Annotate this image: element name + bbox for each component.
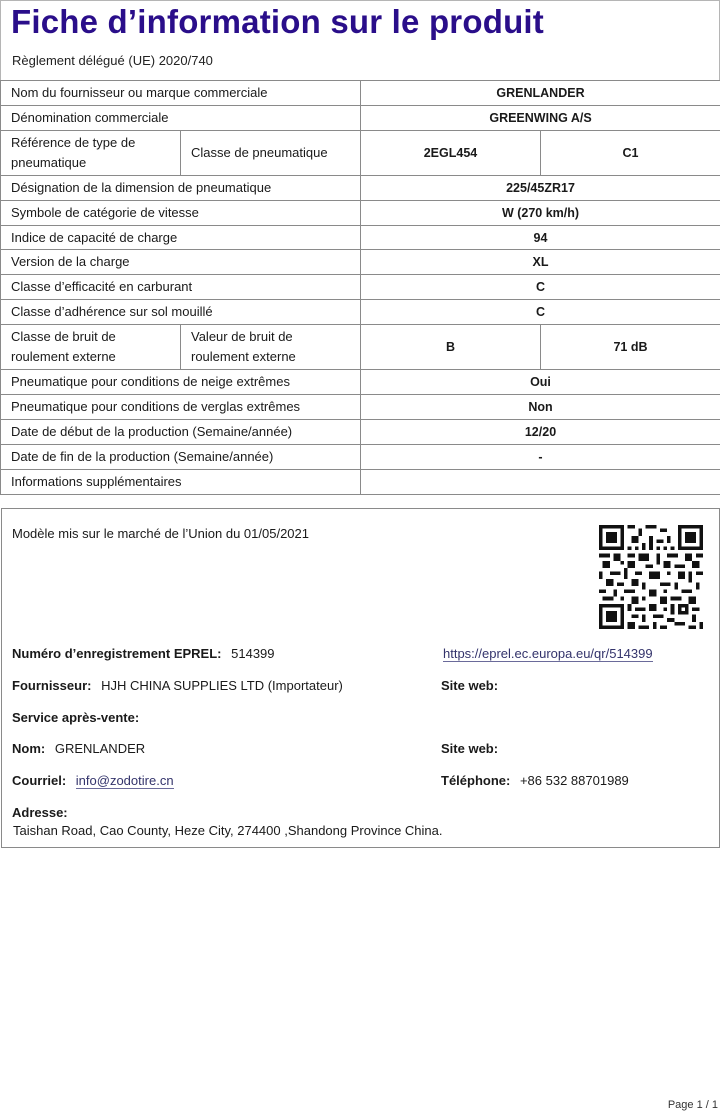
service-website-label: Site web:: [441, 741, 499, 756]
name-label: Nom:: [12, 741, 46, 756]
email-label: Courriel:: [12, 773, 67, 788]
noise-value: 71 dB: [541, 325, 720, 370]
eprel-number: 514399: [231, 646, 275, 661]
regulation-subtitle: Règlement délégué (UE) 2020/740: [12, 53, 213, 68]
page-title: Fiche d’information sur le produit: [11, 3, 544, 40]
table-row: [1, 81, 720, 106]
trade-name-value: GREENWING A/S: [361, 105, 720, 130]
snow-value: Oui: [361, 370, 720, 395]
size-value: 225/45ZR17: [361, 175, 720, 200]
eprel-label: Numéro d’enregistrement EPREL:: [12, 646, 222, 661]
table-row: [1, 275, 720, 300]
market-info-box: [1, 508, 720, 848]
wet-grip-label: Classe d’adhérence sur sol mouillé: [1, 300, 361, 325]
table-row: [1, 325, 720, 370]
phone-row: [441, 773, 629, 788]
prod-start-value: 12/20: [361, 419, 720, 444]
name-value: GRENLANDER: [54, 741, 146, 756]
size-label: Désignation de la dimension de pneumatique: [1, 175, 361, 200]
speed-label: Symbole de catégorie de vitesse: [1, 200, 361, 225]
table-row: [1, 225, 720, 250]
address-label: Adresse:: [12, 805, 68, 820]
extra-info-label: Informations supplémentaires: [1, 469, 361, 494]
market-date-text: Modèle mis sur le marché de l’Union du 01/05/2021: [12, 526, 310, 541]
load-version-label: Version de la charge: [1, 250, 361, 275]
ice-label: Pneumatique pour conditions de verglas extrêmes: [1, 395, 361, 420]
noise-value-label: Valeur de bruit de roulement externe: [181, 325, 361, 370]
phone-value: +86 532 88701989: [519, 773, 629, 788]
supplier-info-label: Fournisseur:: [12, 678, 92, 693]
load-index-value: 94: [361, 225, 720, 250]
type-ref-label: Référence de type de pneumatique: [1, 130, 181, 175]
table-row: [1, 200, 720, 225]
after-sales-label: Service après-vente:: [12, 710, 140, 725]
tyre-class-value: C1: [541, 130, 720, 175]
table-row: [1, 370, 720, 395]
table-row: [1, 300, 720, 325]
email-row: [12, 773, 174, 788]
product-spec-table: [0, 80, 720, 495]
table-row: [1, 469, 720, 494]
supplier-website-label: Site web:: [441, 678, 499, 693]
supplier-value: GRENLANDER: [361, 81, 720, 106]
supplier-row: [12, 678, 343, 693]
phone-label: Téléphone:: [441, 773, 511, 788]
trade-name-label: Dénomination commerciale: [1, 105, 361, 130]
load-index-label: Indice de capacité de charge: [1, 225, 361, 250]
ice-value: Non: [361, 395, 720, 420]
prod-end-value: -: [361, 444, 720, 469]
table-row: [1, 175, 720, 200]
fuel-class-label: Classe d’efficacité en carburant: [1, 275, 361, 300]
table-row: [1, 444, 720, 469]
table-row: [1, 419, 720, 444]
fuel-class-value: C: [361, 275, 720, 300]
table-row: [1, 105, 720, 130]
snow-label: Pneumatique pour conditions de neige extrêmes: [1, 370, 361, 395]
load-version-value: XL: [361, 250, 720, 275]
page-number: Page 1 / 1: [667, 1099, 718, 1111]
tyre-class-label: Classe de pneumatique: [181, 130, 361, 175]
supplier-info-value: HJH CHINA SUPPLIES LTD (Importateur): [101, 678, 343, 693]
table-row: [1, 250, 720, 275]
document-header: [0, 0, 720, 80]
noise-class-label: Classe de bruit de roulement externe: [1, 325, 181, 370]
noise-class-value: B: [361, 325, 541, 370]
address-value: Taishan Road, Cao County, Heze City, 274400 ,Shandong Province China.: [13, 823, 443, 838]
table-row: [1, 130, 720, 175]
qr-code-icon[interactable]: [599, 525, 703, 629]
eprel-link[interactable]: https://eprel.ec.europa.eu/qr/514399: [443, 646, 653, 661]
prod-end-label: Date de fin de la production (Semaine/année): [1, 444, 361, 469]
type-ref-value: 2EGL454: [361, 130, 541, 175]
extra-info-value: [361, 469, 720, 494]
supplier-label: Nom du fournisseur ou marque commerciale: [1, 81, 361, 106]
table-row: [1, 395, 720, 420]
prod-start-label: Date de début de la production (Semaine/année): [1, 419, 361, 444]
wet-grip-value: C: [361, 300, 720, 325]
name-row: [12, 741, 145, 756]
speed-value: W (270 km/h): [361, 200, 720, 225]
email-link[interactable]: info@zodotire.cn: [75, 773, 174, 788]
eprel-row: [12, 646, 275, 661]
